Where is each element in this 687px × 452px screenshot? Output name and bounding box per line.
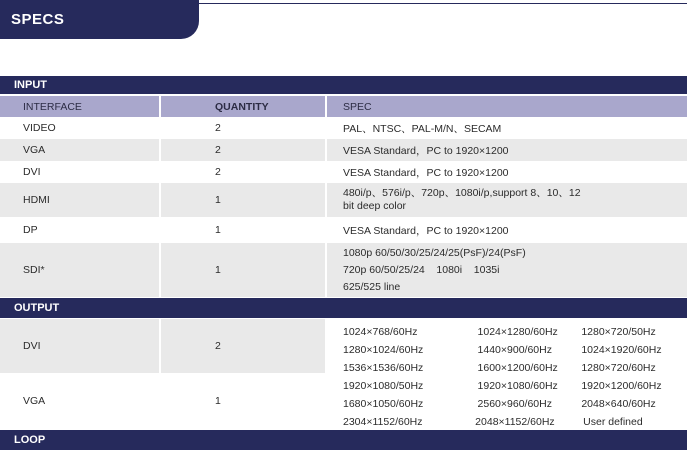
spec-cell [327, 183, 687, 217]
quantity-cell: 2 [161, 161, 325, 183]
spec-line: bit deep color [343, 200, 407, 212]
resolution: 1280×1024/60Hz [343, 344, 424, 356]
header-spec: SPEC [327, 96, 687, 117]
section-loop-label: LOOP [14, 434, 46, 446]
spec-line: 1080p 60/50/30/25/24/25(PsF)/24(PsF) [343, 247, 526, 260]
resolution: 2560×960/60Hz [477, 398, 552, 410]
table-row [0, 139, 687, 161]
table-row [0, 117, 687, 139]
resolution: 1920×1080/60Hz [477, 380, 558, 392]
spec-cell: VESA Standard，PC to 1920×1200 [327, 217, 687, 243]
resolution: 1024×1280/60Hz [477, 326, 558, 338]
resolution: 1536×1536/60Hz [343, 362, 424, 374]
resolution-line [343, 341, 687, 359]
spec-cell: PAL、NTSC、PAL-M/N、SECAM [327, 117, 687, 139]
resolution-line [343, 359, 687, 377]
resolution: 1600×1200/60Hz [477, 362, 558, 374]
resolution: 1920×1200/60Hz [581, 380, 662, 392]
quantity-cell: 1 [161, 243, 325, 297]
resolution: 1024×1920/60Hz [581, 344, 662, 356]
interface-cell: HDMI [0, 183, 159, 217]
interface-cell: VGA [0, 373, 159, 429]
resolution: 1920×1080/50Hz [343, 380, 424, 392]
resolution-line [343, 323, 687, 341]
resolution: 1280×720/50Hz [581, 326, 656, 338]
resolution: 2048×1152/60Hz [475, 416, 555, 428]
output-spec-cell [327, 319, 687, 429]
quantity-cell: 1 [161, 183, 325, 217]
resolution: 2304×1152/60Hz [343, 416, 423, 428]
resolution: 1680×1050/60Hz [343, 398, 424, 410]
interface-cell: DP [0, 217, 159, 243]
quantity-cell: 2 [161, 139, 325, 161]
quantity-cell: 1 [161, 373, 325, 429]
spec-line: 480i/p、576i/p、720p、1080i/p,support 8、10、12 [343, 187, 581, 199]
table-row [0, 183, 687, 217]
title-rule [199, 3, 687, 4]
resolution-line [343, 377, 687, 395]
resolution: 2048×640/60Hz [581, 398, 656, 410]
resolution: 1280×720/60Hz [581, 362, 656, 374]
resolution: User defined [583, 416, 643, 428]
spec-cell: VESA Standard，PC to 1920×1200 [327, 161, 687, 183]
spec-line: 625/525 line [343, 280, 401, 293]
quantity-cell: 1 [161, 217, 325, 243]
quantity-cell: 2 [161, 117, 325, 139]
header-quantity: QUANTITY [161, 96, 325, 117]
section-input-label: INPUT [14, 79, 47, 91]
interface-cell: DVI [0, 161, 159, 183]
spec-line: 720p 60/50/25/24 1080i 1035i [343, 263, 500, 276]
table-row [0, 217, 687, 243]
spec-cell [327, 243, 687, 297]
section-output [0, 298, 687, 318]
output-spec-block [0, 319, 687, 429]
interface-cell: SDI* [0, 243, 159, 297]
section-loop [0, 430, 687, 450]
specs-title-tab [0, 0, 199, 39]
quantity-cell: 2 [161, 319, 325, 373]
table-row [0, 243, 687, 297]
table-row [0, 161, 687, 183]
section-input [0, 76, 687, 94]
spec-cell: VESA Standard，PC to 1920×1200 [327, 139, 687, 161]
section-output-label: OUTPUT [14, 302, 60, 314]
page-title: SPECS [11, 11, 65, 28]
resolution-line [343, 413, 687, 431]
interface-cell: VIDEO [0, 117, 159, 139]
table-header-row [0, 96, 687, 117]
header-interface: INTERFACE [0, 96, 159, 117]
interface-cell: DVI [0, 319, 159, 373]
resolution: 1024×768/60Hz [343, 326, 418, 338]
resolution-line [343, 395, 687, 413]
resolution: 1440×900/60Hz [477, 344, 552, 356]
interface-cell: VGA [0, 139, 159, 161]
